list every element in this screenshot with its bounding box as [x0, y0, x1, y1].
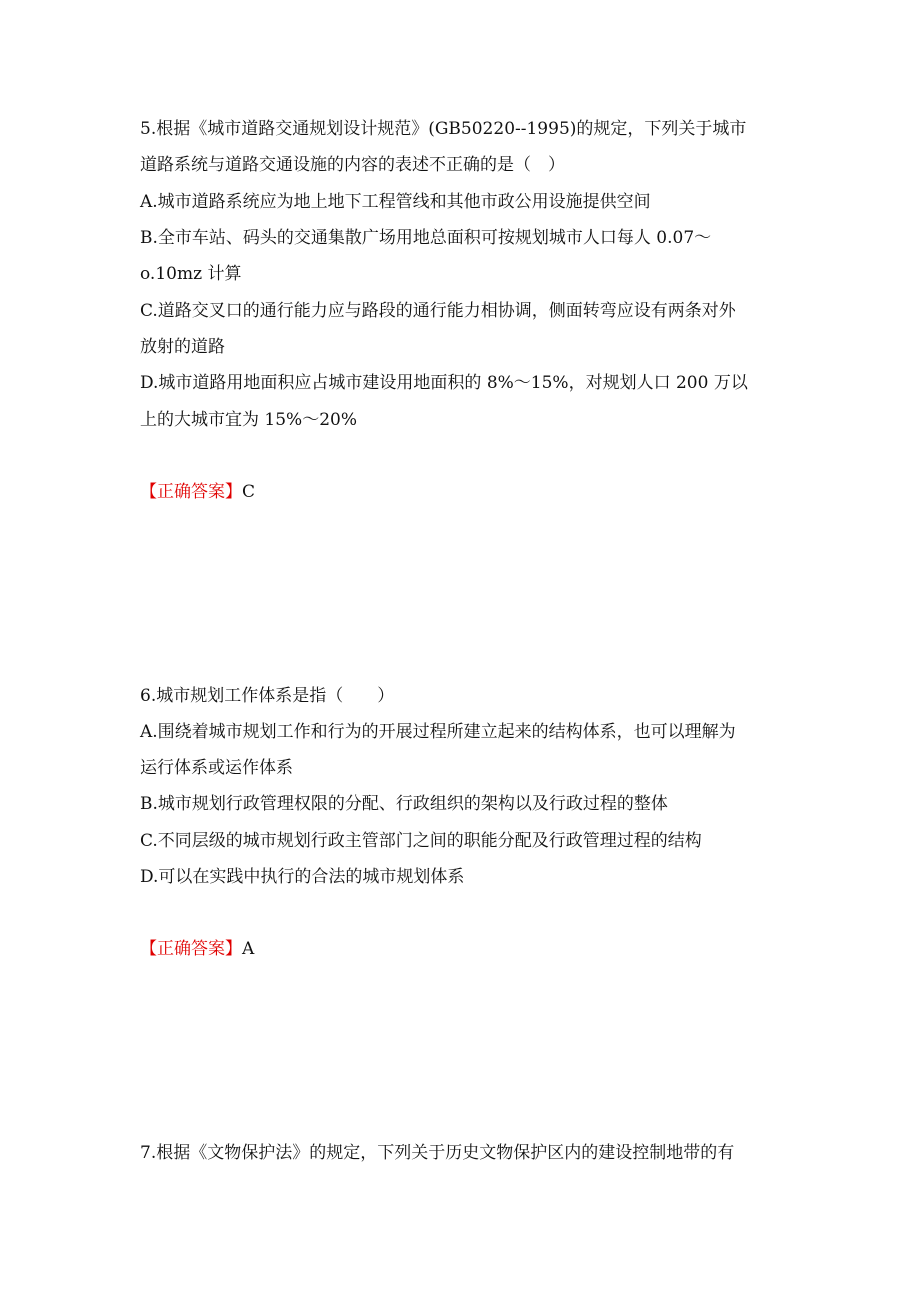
- question-5-option-d-line-1: D.城市道路用地面积应占城市建设用地面积的 8%～15%，对规划人口 200 万以: [140, 373, 748, 393]
- question-5-option-c-line-2: 放射的道路: [140, 337, 225, 357]
- question-6-answer: [140, 938, 254, 960]
- answer-label: 【正确答案】: [140, 482, 242, 502]
- question-5-option-a: A.城市道路系统应为地上地下工程管线和其他市政公用设施提供空间: [140, 192, 651, 212]
- question-5-stem-line-2: 道路系统与道路交通设施的内容的表述不正确的是（ ）: [140, 155, 565, 175]
- question-5-answer: [140, 481, 255, 503]
- answer-label: 【正确答案】: [140, 939, 242, 959]
- question-6-stem: 6.城市规划工作体系是指（ ）: [140, 686, 395, 706]
- question-5-option-c-line-1: C.道路交叉口的通行能力应与路段的通行能力相协调，侧面转弯应设有两条对外: [140, 301, 736, 321]
- question-5-option-b-line-1: B.全市车站、码头的交通集散广场用地总面积可按规划城市人口每人 0.07～: [140, 228, 712, 248]
- answer-value: A: [242, 939, 255, 959]
- question-5-stem-line-1: 5.根据《城市道路交通规划设计规范》(GB50220--1995)的规定，下列关于城市: [140, 119, 747, 139]
- question-5-option-d-line-2: 上的大城市宜为 15%～20%: [140, 410, 357, 430]
- question-6-option-a-line-1: A.围绕着城市规划工作和行为的开展过程所建立起来的结构体系，也可以理解为: [140, 722, 736, 742]
- question-6-option-c: C.不同层级的城市规划行政主管部门之间的职能分配及行政管理过程的结构: [140, 831, 702, 851]
- question-5-option-b-line-2: o.10mz 计算: [140, 264, 242, 284]
- question-7-stem-line-1: 7.根据《文物保护法》的规定，下列关于历史文物保护区内的建设控制地带的有: [140, 1143, 735, 1163]
- question-6-option-b: B.城市规划行政管理权限的分配、行政组织的架构以及行政过程的整体: [140, 794, 668, 814]
- question-6-option-a-line-2: 运行体系或运作体系: [140, 758, 293, 778]
- answer-value: C: [242, 482, 256, 502]
- question-6-option-d: D.可以在实践中执行的合法的城市规划体系: [140, 867, 465, 887]
